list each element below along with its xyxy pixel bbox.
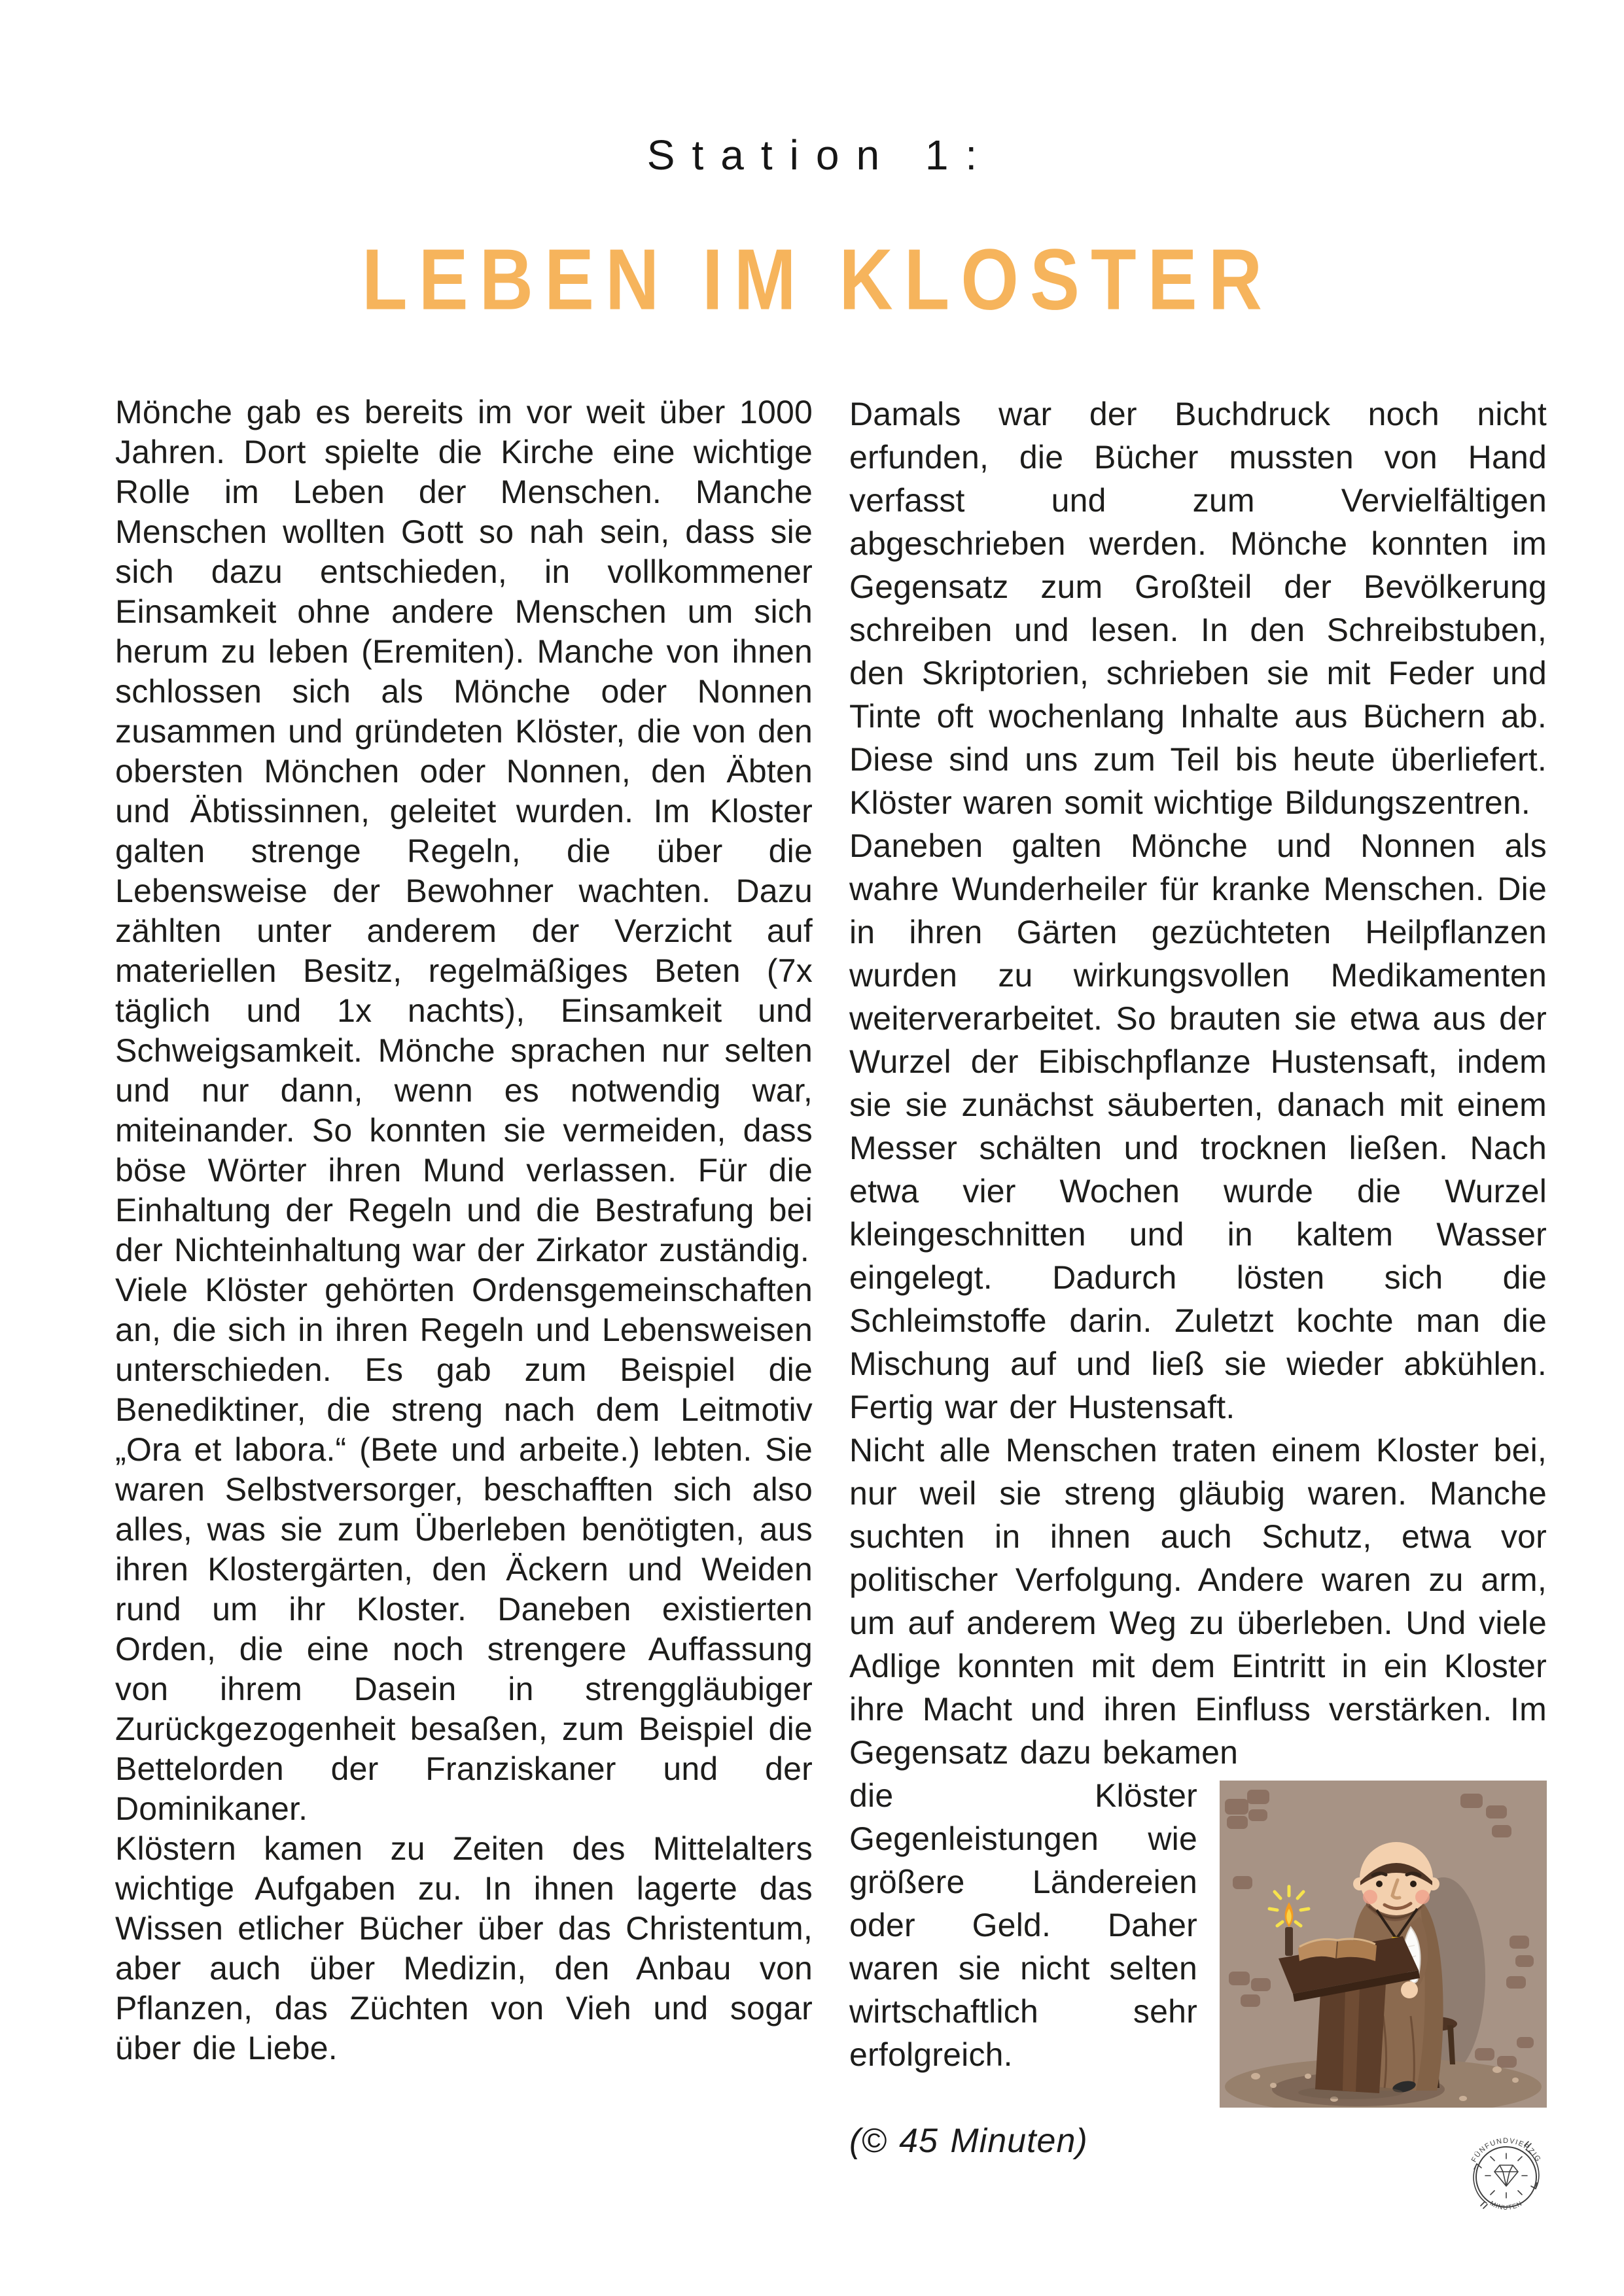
- monk-at-lectern-icon: [1220, 1781, 1547, 2108]
- paragraph-orders: Viele Klöster gehörten Ordensgemeinschaften an, die sich in ihren Regeln und Lebensweisen unterschieden. Es gab zum Beispiel die Benediktiner, die streng nach dem Leitmotiv „Ora et labora.“ (Bete und arbeite.) lebten. Sie waren Selbstversorger, beschafften sich also alles, was sie zum Überleben benötigten, aus ihren Klostergärten, den Äckern und Weiden rund um ihr Kloster. Daneben existierten Orden, die eine noch strengere Auffassung von ihrem Dasein in strenggläubiger Zurückgezogenheit besaßen, zum Beispiel die Bettelorden der Franziskaner und der Dominikaner.: [115, 1272, 813, 1827]
- stamp-arc-top-label: FÜNFUNDVIERZIG: [1470, 2136, 1543, 2164]
- paragraph-wrapped: die Klöster Gegenleistungen wie größere Ländereien oder Geld. Daher waren sie nicht selten wirtschaftlich sehr erfolgreich.: [849, 1777, 1197, 2073]
- paragraph-knowledge: Klöstern kamen zu Zeiten des Mittelalters wichtige Aufgaben zu. In ihnen lagerte das Wissen etlicher Bücher über das Christentum, aber auch über Medizin, den Anbau von Pflanzen, das Züchten von Vieh und sogar über die Liebe.: [115, 1830, 813, 2066]
- diamond-stamp-icon: [1467, 2134, 1545, 2216]
- wrapped-text-block: [849, 1774, 1547, 2076]
- paragraph-bookprinting: Damals war der Buchdruck noch nicht erfunden, die Bücher mussten von Hand verfasst und zum Vervielfältigen abgeschrieben werden. Mönche konnten im Gegensatz zum Großteil der Bevölkerung schreiben und lesen. In den Schreibstuben, den Skriptorien, schrieben sie mit Feder und Tinte oft wochenlang Inhalte aus Büchern ab. Diese sind uns zum Teil bis heute überliefert. Klöster waren somit wichtige Bildungszentren.: [849, 396, 1547, 821]
- sparkle-ticks: [1485, 2153, 1527, 2198]
- svg-text:MINUTEN: [1489, 2200, 1524, 2212]
- right-column: [849, 392, 1547, 2163]
- left-column: [115, 392, 813, 2068]
- station-heading: Station 1:: [646, 131, 995, 179]
- paragraph-monks-origin: Mönche gab es bereits im vor weit über 1000 Jahren. Dort spielte die Kirche eine wichtige Rolle im Leben der Menschen. Manche Menschen wollten Gott so nah sein, dass sie sich dazu entschieden, in vollkommener Einsamkeit ohne andere Menschen um sich herum zu leben (Eremiten). Manche von ihnen schlossen sich als Mönche oder Nonnen zusammen und gründeten Klöster, die von den obersten Mönchen oder Nonnen, den Äbten und Äbtissinnen, geleitet wurden. Im Kloster galten strenge Regeln, die über die Lebensweise der Bewohner wachten. Dazu zählten unter anderem der Verzicht auf materiellen Besitz, regelmäßiges Beten (7x täglich und 1x nachts), Einsamkeit und Schweigsamkeit. Mönche sprachen nur selten und nur dann, wenn es notwendig war, miteinander. So konnten sie vermeiden, dass böse Wörter ihren Mund verlassen. Für die Einhaltung der Regeln und die Bestrafung bei der Nichteinhaltung war der Zirkator zuständig.: [115, 394, 813, 1268]
- copyright-note: (© 45 Minuten): [849, 2122, 1088, 2160]
- diamond-icon: [1494, 2165, 1518, 2186]
- paragraph-joining: Nicht alle Menschen traten einem Kloster bei, nur weil sie streng gläubig waren. Manche suchten in ihnen auch Schutz, etwa vor politischer Verfolgung. Andere waren zu arm, um auf anderem Weg zu überleben. Und viele Adlige konnten mit dem Eintritt in ein Kloster ihre Macht und ihren Einfluss verstärken. Im Gegensatz dazu bekamen: [849, 1432, 1547, 1771]
- paragraph-healing: Daneben galten Mönche und Nonnen als wahre Wunderheiler für kranke Menschen. Die in ihren Gärten gezüchteten Heilpflanzen wurden zu wirkungsvollen Medikamenten weiterverarbeitet. So brauten sie etwa aus der Wurzel der Eibischpflanze Hustensaft, indem sie sie zunächst säuberten, danach mit einem Messer schälten und trocknen ließen. Nach etwa vier Wochen wurde die Wurzel kleingeschnitten und in kaltem Wasser eingelegt. Dadurch lösten sich die Schleimstoffe darin. Zuletzt kochte man die Mischung auf und ließ sie wieder abkühlen. Fertig war der Hustensaft.: [849, 827, 1547, 1425]
- brand-stamp: [1467, 2134, 1545, 2216]
- page-title: LEBEN IM KLOSTER: [361, 232, 1274, 328]
- stamp-arc-bottom-label: MINUTEN: [1489, 2200, 1524, 2212]
- monk-illustration: [1220, 1781, 1547, 2108]
